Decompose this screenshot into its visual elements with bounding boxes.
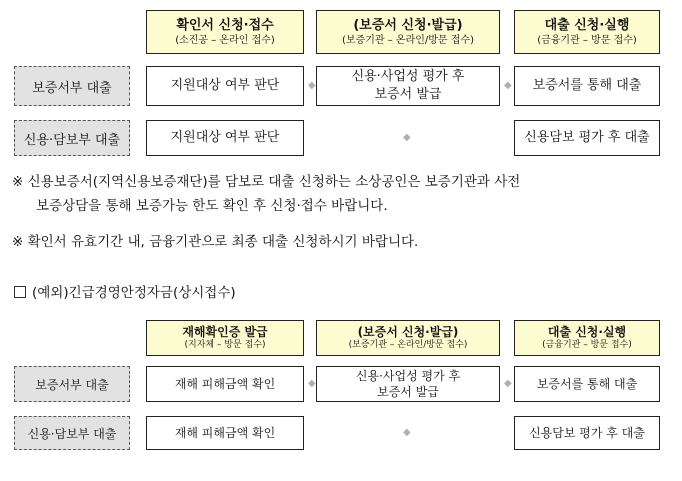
header-subtitle: (보증기관 – 온라인/방문 접수) (342, 34, 474, 46)
header-title: 재해확인증 발급 (182, 325, 268, 339)
step-text: 재해 피해금액 확인 (174, 426, 276, 440)
header-subtitle: (보증기관 – 온라인/방문 접수) (348, 340, 468, 350)
header-subtitle: (금융기관 – 방문 접수) (542, 340, 632, 350)
section-title-emergency-fund (14, 281, 236, 301)
header-disaster-certificate (146, 320, 304, 356)
flow-arrow-icon: ◆ (403, 132, 411, 143)
checkbox-square-icon (14, 286, 26, 298)
flow-arrow-icon: ◆ (403, 427, 411, 438)
step-eligibility-check (146, 66, 304, 106)
step-loan-via-guarantee (514, 66, 660, 106)
step-text: 보증서를 통해 대출 (536, 377, 638, 391)
header-loan-execution (514, 10, 660, 54)
step-text: 보증서를 통해 대출 (532, 78, 642, 93)
step-loan-after-evaluation (514, 120, 660, 156)
step-eligibility-check (146, 120, 304, 156)
step-text-line1: 신용·사업성 평가 후 (355, 369, 461, 383)
note-validity-period: ※ 확인서 유효기간 내, 금융기관으로 최종 대출 신청하시기 바랍니다. (12, 234, 419, 250)
header-guarantee-issue (316, 10, 500, 54)
step-text: 신용담보 평가 후 대출 (529, 426, 645, 440)
step-loan-after-evaluation (514, 416, 660, 450)
header-title: 대출 신청·실행 (544, 17, 630, 33)
header-title: 대출 신청·실행 (547, 325, 627, 339)
step-text: 신용담보 평가 후 대출 (524, 130, 650, 145)
step-text-line2: 보증서 발급 (374, 87, 442, 102)
step-credit-evaluation (316, 366, 500, 402)
flow-arrow-icon: ◆ (504, 378, 512, 389)
note-line: ※ 신용보증서(지역신용보증재단)를 담보로 대출 신청하는 소상공인은 보증기관과 사전 (12, 174, 521, 190)
step-text-line1: 신용·사업성 평가 후 (351, 69, 465, 84)
flow-arrow-icon: ◆ (504, 80, 512, 91)
header-title: 확인서 신청·접수 (176, 17, 274, 33)
note-line: 보증상담을 통해 보증가능 한도 확인 후 신청·접수 바랍니다. (36, 198, 388, 214)
step-text: 재해 피해금액 확인 (174, 377, 276, 391)
row-label-guarantee-loan: 보증서부 대출 (14, 66, 130, 106)
flow-arrow-icon: ◆ (308, 378, 316, 389)
flow-arrow-icon: ◆ (308, 80, 316, 91)
header-loan-execution (514, 320, 660, 356)
header-subtitle: (소진공 – 온라인 접수) (175, 34, 275, 46)
step-credit-evaluation (316, 66, 500, 106)
row-label-credit-collateral-loan: 신용·담보부 대출 (14, 120, 130, 156)
step-disaster-damage-check (146, 416, 304, 450)
step-text: 지원대상 여부 판단 (170, 130, 280, 145)
header-application-receipt (146, 10, 304, 54)
header-guarantee-issue (316, 320, 500, 356)
step-loan-via-guarantee (514, 366, 660, 402)
step-text-line2: 보증서 발급 (377, 385, 439, 399)
header-title: (보증서 신청·발급) (357, 325, 459, 339)
step-disaster-damage-check (146, 366, 304, 402)
row-label-guarantee-loan: 보증서부 대출 (14, 366, 130, 402)
step-text: 지원대상 여부 판단 (170, 78, 280, 93)
section-title-text: (예외)긴급경영안정자금(상시접수) (32, 285, 236, 301)
header-subtitle: (금융기관 – 방문 접수) (537, 34, 637, 46)
header-subtitle: (지자체 – 방문 접수) (184, 340, 266, 350)
note-guarantee-consultation (12, 170, 520, 218)
header-title: (보증서 신청·발급) (353, 17, 463, 33)
row-label-credit-collateral-loan: 신용·담보부 대출 (14, 416, 130, 450)
